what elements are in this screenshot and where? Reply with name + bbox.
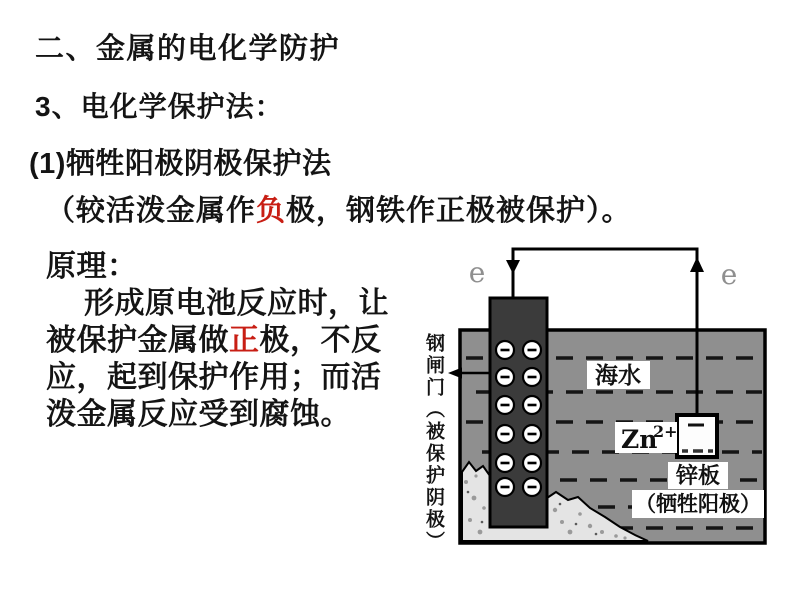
electron-label-right: e: [720, 258, 738, 291]
principle-line-2-red-char: 正: [229, 324, 260, 357]
electron-flow-down-arrow: [506, 260, 520, 274]
slide-title: 二、金属的电化学防护: [35, 33, 341, 65]
section-heading: 3、电化学保护法：: [35, 91, 284, 122]
method-note-red-char: 负: [256, 195, 287, 227]
electron-flow-up-arrow: [690, 257, 704, 272]
zinc-plate-label: 锌板: [675, 463, 721, 488]
method-note-suffix: 极，钢铁作正极被保护）。: [286, 195, 632, 227]
protection-diagram: [420, 240, 780, 562]
method-note-prefix: （较活泼金属作: [46, 195, 257, 227]
sacrificial-anode-label: （牺牲阳极）: [635, 493, 761, 516]
zn-ion-symbol: Zn: [621, 425, 658, 454]
principle-line-2-suffix: 极，不反: [259, 324, 382, 357]
principle-line-2: [46, 322, 441, 359]
electron-label-left: e: [468, 256, 486, 289]
principle-block: [46, 248, 441, 433]
zinc-plate: [677, 415, 717, 457]
method-heading: (1)牺牲阳极阴极保护法: [29, 148, 332, 180]
principle-line-3: 应，起到保护作用；而活: [46, 361, 382, 394]
seawater-label: 海水: [595, 362, 641, 388]
principle-line-2-prefix: 被保护金属做: [46, 324, 229, 357]
principle-line-1: 形成原电池反应时，让: [84, 287, 389, 320]
method-note: [46, 188, 632, 229]
principle-heading: 原理：: [46, 250, 138, 283]
steel-gate-label: 钢闸门（被保护阴极）: [423, 333, 444, 553]
principle-line-4: 泼金属反应受到腐蚀。: [46, 398, 351, 431]
zn-ion-charge: 2+: [653, 422, 678, 441]
steel-gate-electrode: [490, 298, 547, 527]
